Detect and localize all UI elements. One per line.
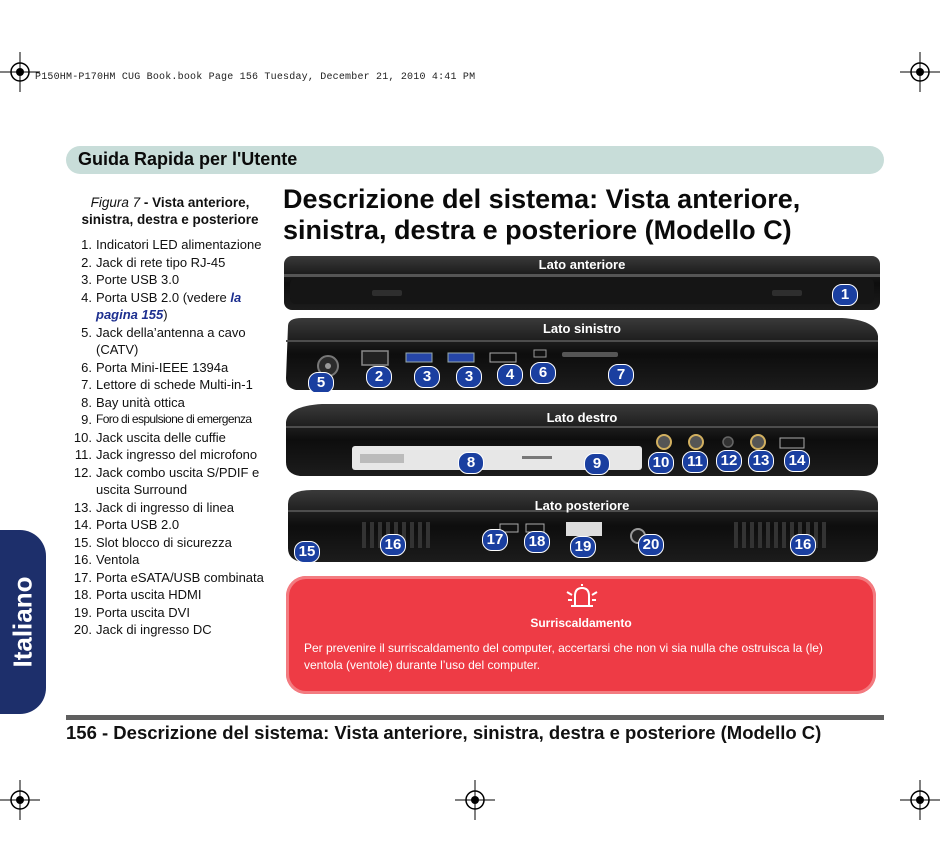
page-link[interactable]: la pagina 155 xyxy=(96,289,242,322)
crop-mark-bottom-left xyxy=(0,780,40,820)
component-legend xyxy=(72,236,272,639)
print-header: P150HM-P170HM CUG Book.book Page 156 Tuesday, December 21, 2010 4:41 PM xyxy=(35,72,476,83)
legend-item: 5. Jack della’antenna a cavo (CATV) xyxy=(81,324,246,357)
page-title: Descrizione del sistema: Vista anteriore, sinistra, destra e posteriore (Modello C) xyxy=(283,184,801,245)
crop-mark-bottom-center xyxy=(455,780,495,820)
legend-item: 6. Porta Mini-IEEE 1394a xyxy=(81,359,229,375)
callout-16: 16 xyxy=(380,534,406,556)
callout-15: 15 xyxy=(294,541,320,563)
callout-4: 4 xyxy=(497,364,523,386)
callout-19: 19 xyxy=(570,536,596,558)
callout-20: 20 xyxy=(638,534,664,556)
crop-mark-top-left xyxy=(0,52,40,92)
callout-18: 18 xyxy=(524,531,550,553)
crop-mark-bottom-right xyxy=(900,780,940,820)
legend-item: 10. Jack uscita delle cuffie xyxy=(73,429,226,445)
callout-13: 13 xyxy=(748,450,774,472)
legend-item: 20. Jack di ingresso DC xyxy=(73,622,212,637)
callout-10: 10 xyxy=(648,452,674,474)
callout-3: 3 xyxy=(456,366,482,388)
callout-6: 6 xyxy=(530,362,556,384)
warning-text: Per prevenire il surriscaldamento del computer, accertarsi che non vi sia nulla che ostruisca la (le) ventola (ventole) durante l’uso del computer. xyxy=(304,641,823,672)
legend-item: 7. Lettore di schede Multi-in-1 xyxy=(81,377,253,392)
callout-2: 2 xyxy=(366,366,392,388)
callout-14: 14 xyxy=(784,450,810,472)
legend-item: 12. Jack combo uscita S/PDIF e uscita Surround xyxy=(73,464,260,497)
page-footer: 156 - Descrizione del sistema: Vista anteriore, sinistra, destra e posteriore (Modello C) xyxy=(66,722,822,743)
callout-12: 12 xyxy=(716,450,742,472)
section-title: Guida Rapida per l'Utente xyxy=(78,149,298,169)
callout-8: 8 xyxy=(458,452,484,474)
footer-rule xyxy=(66,715,884,720)
legend-item: 16. Ventola xyxy=(73,552,140,567)
callout-16: 16 xyxy=(790,534,816,556)
legend-item: 17. Porta eSATA/USB combinata xyxy=(73,569,264,585)
callout-7: 7 xyxy=(608,364,634,386)
legend-item: 15. Slot blocco di sicurezza xyxy=(73,534,232,550)
section-title-bar xyxy=(66,146,884,174)
language-tab-label: Italiano xyxy=(7,576,38,668)
callout-1: 1 xyxy=(832,284,858,306)
callout-5: 5 xyxy=(308,372,334,392)
figure-caption-text: - Vista anteriore, sinistra, destra e posteriore xyxy=(81,195,259,227)
legend-item: 19. Porta uscita DVI xyxy=(73,604,190,620)
front-view-image xyxy=(282,254,882,312)
callout-17: 17 xyxy=(482,529,508,551)
legend-item: 1. Indicatori LED alimentazione xyxy=(81,237,262,252)
rear-view-image xyxy=(282,488,882,564)
legend-item: 9. Foro di espulsione di emergenza xyxy=(81,412,252,427)
right-view-image xyxy=(282,402,882,478)
legend-item: 13. Jack di ingresso di linea xyxy=(73,499,235,515)
left-view-image xyxy=(282,316,882,392)
legend-item: 18. Porta uscita HDMI xyxy=(73,587,202,602)
overheat-warning-icon xyxy=(565,584,599,610)
callout-11: 11 xyxy=(682,451,708,473)
callout-9: 9 xyxy=(584,453,610,475)
legend-item: 2. Jack di rete tipo RJ-45 xyxy=(81,254,226,270)
callout-3: 3 xyxy=(414,366,440,388)
figure-caption xyxy=(72,194,268,228)
left-view-label: Lato sinistro xyxy=(542,321,621,336)
legend-item: 3. Porte USB 3.0 xyxy=(81,272,180,287)
legend-item: 8. Bay unità ottica xyxy=(81,394,185,410)
crop-mark-top-right xyxy=(900,52,940,92)
overheating-warning-box xyxy=(286,576,876,694)
front-view-label: Lato anteriore xyxy=(538,257,626,272)
warning-title: Surriscaldamento xyxy=(530,616,632,630)
language-tab xyxy=(0,530,46,714)
right-view-label: Lato destro xyxy=(546,410,618,425)
figure-number: Figura 7 xyxy=(90,195,141,210)
legend-item: 4. Porta USB 2.0 (vedere la pagina 155) xyxy=(81,289,242,322)
legend-item: 11. Jack ingresso del microfono xyxy=(74,447,258,462)
legend-item: 14. Porta USB 2.0 xyxy=(73,517,180,532)
rear-view-label: Lato posteriore xyxy=(534,498,630,513)
